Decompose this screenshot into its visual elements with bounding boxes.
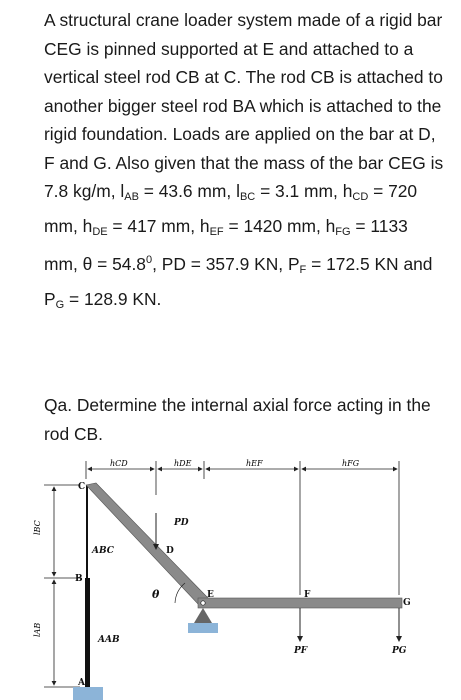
label-d: D bbox=[166, 546, 174, 556]
support-ground-e bbox=[188, 623, 218, 633]
var-h-ef: $h_{EF}$ bbox=[199, 215, 224, 238]
degree-superscript: 0 bbox=[145, 254, 153, 266]
question-text: Qa. Determine the internal axial force acting in the rod CB. bbox=[44, 395, 431, 444]
label-e: E bbox=[207, 590, 214, 600]
bar-ce-inclined bbox=[86, 483, 208, 604]
dim-lab-label: lAB bbox=[33, 622, 42, 637]
label-pg: PG bbox=[392, 646, 407, 656]
var-h-fg: $h_{FG}$ bbox=[325, 215, 351, 238]
label-theta: θ bbox=[152, 588, 160, 601]
label-area-ab: AAB bbox=[98, 635, 120, 645]
dim-hcd-label: hCD bbox=[110, 459, 128, 468]
label-b: B bbox=[75, 574, 83, 584]
bar-eg-horizontal bbox=[198, 598, 402, 608]
label-pd: PD bbox=[174, 518, 189, 528]
label-area-bc: ABC bbox=[92, 546, 114, 556]
pin-e bbox=[201, 601, 205, 605]
dim-lbc-label: lBC bbox=[33, 520, 42, 535]
var-l-bc: $l_{BC}$ bbox=[236, 181, 256, 203]
left-dimensions bbox=[44, 485, 80, 687]
var-l-ab: $l_{AB}$ bbox=[120, 181, 139, 203]
dim-hde-label: hDE bbox=[174, 459, 192, 468]
rod-cb bbox=[86, 485, 88, 578]
crane-figure bbox=[28, 455, 417, 700]
label-pf: PF bbox=[294, 646, 308, 656]
var-h-cd: $h_{CD}$ bbox=[342, 181, 369, 203]
dim-hef-label: hEF bbox=[246, 459, 263, 468]
var-h-de: $h_{DE}$ bbox=[82, 215, 108, 238]
label-c: C bbox=[78, 482, 86, 492]
label-a: A bbox=[78, 678, 85, 688]
pin-support-e bbox=[194, 608, 212, 623]
var-p-g: $P_G$ bbox=[44, 288, 65, 311]
label-f: F bbox=[304, 590, 311, 600]
problem-intro: A structural crane loader system made of a rigid bar CEG is pinned supported at E and attached to a vertical steel rod CB at C. The rod CB is attached to another bigger steel rod BA which is attached to the rigid foundation. Loads are applied on the bar at D, F and G. Also given that the mass of the bar CEG is 7.8 kg/m, bbox=[44, 10, 444, 201]
crane-diagram bbox=[28, 455, 417, 700]
dim-hfg-label: hFG bbox=[342, 459, 360, 468]
label-g: G bbox=[403, 598, 411, 608]
problem-statement: A structural crane loader system made of a rigid bar CEG is pinned supported at E and attached to a vertical steel rod CB at C. The rod CB is attached to another bigger steel rod BA which is attached to the rigid foundation. Loads are applied on the bar at D, F and G. Also given that the mass of the bar CEG is 7.8 kg/m, $l_{AB} = 43.6$ mm, $l_{BC} = 3.1$ mm, $h_{CD} = 720$ mm, $h_{DE} = 417$ mm, $h_{EF} = 1420$ mm, $h_{FG} = 1133$ mm, $\theta = 54.8^0$, PD = 357.9 KN, $P_F = 172.5$ KN and $P_G = 128.9$ KN. bbox=[44, 10, 444, 311]
var-p-f: $P_F$ bbox=[287, 254, 307, 276]
rod-ba bbox=[85, 578, 90, 688]
foundation-a bbox=[73, 687, 103, 700]
